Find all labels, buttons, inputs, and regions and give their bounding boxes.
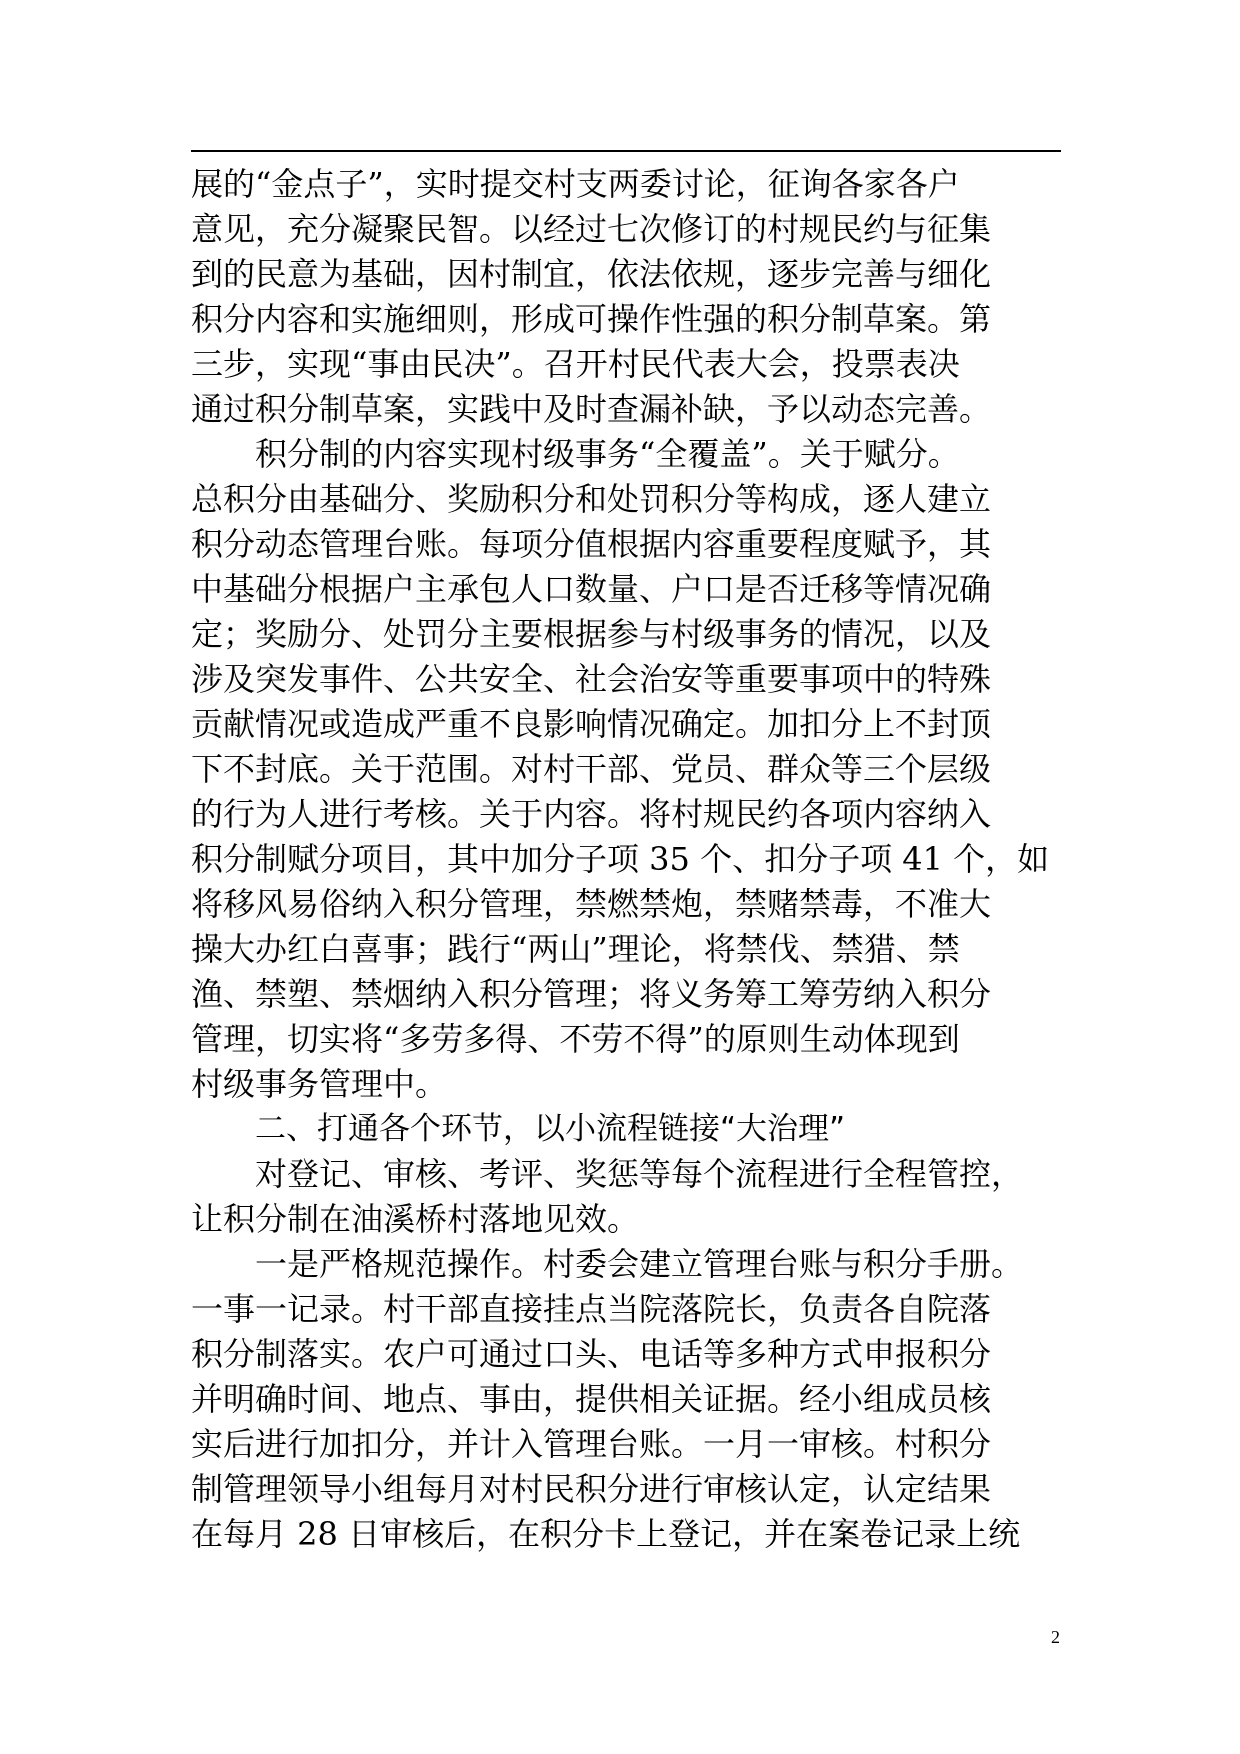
text-line: 中基础分根据户主承包人口数量、户口是否迁移等情况确: [191, 570, 992, 608]
paragraph-first-line: 积分制的内容实现村级事务“全覆盖”。关于赋分。: [255, 435, 960, 473]
text-line: 积分动态管理台账。每项分值根据内容重要程度赋予，其: [191, 525, 992, 563]
text-line: 到的民意为基础，因村制宜，依法依规，逐步完善与细化: [191, 255, 992, 293]
text-line: 展的“金点子”，实时提交村支两委讨论，征询各家各户: [191, 165, 960, 203]
text-line: 并明确时间、地点、事由，提供相关证据。经小组成员核: [191, 1380, 992, 1418]
text-line: 定；奖励分、处罚分主要根据参与村级事务的情况，以及: [191, 615, 992, 653]
text-line: 一事一记录。村干部直接挂点当院落院长，负责各自院落: [191, 1290, 992, 1328]
section-heading: 二、打通各个环节，以小流程链接“大治理”: [255, 1111, 846, 1147]
text-line: 将移风易俗纳入积分管理，禁燃禁炮，禁赌禁毒，不准大: [191, 885, 992, 923]
text-line: 三步，实现“事由民决”。召开村民代表大会，投票表决: [191, 345, 960, 383]
body-text: [191, 162, 1061, 1557]
text-line: 贡献情况或造成严重不良影响情况确定。加扣分上不封顶: [191, 705, 992, 743]
text-line: 积分制落实。农户可通过口头、电话等多种方式申报积分: [191, 1335, 992, 1373]
text-line: 积分内容和实施细则，形成可操作性强的积分制草案。第: [191, 300, 992, 338]
text-line: 总积分由基础分、奖励积分和处罚积分等构成，逐人建立: [191, 480, 992, 518]
text-line: 制管理领导小组每月对村民积分进行审核认定，认定结果: [191, 1470, 992, 1508]
text-line: 渔、禁塑、禁烟纳入积分管理；将义务筹工筹劳纳入积分: [191, 975, 992, 1013]
text-line: 实后进行加扣分，并计入管理台账。一月一审核。村积分: [191, 1425, 992, 1463]
text-line: 让积分制在油溪桥村落地见效。: [191, 1200, 640, 1238]
text-line: 意见，充分凝聚民智。以经过七次修订的村规民约与征集: [191, 210, 992, 248]
text-line: 下不封底。关于范围。对村干部、党员、群众等三个层级: [191, 750, 992, 788]
text-line: 积分制赋分项目，其中加分子项 35 个、扣分子项 41 个，如: [191, 840, 1050, 878]
header-rule: [191, 150, 1061, 152]
paragraph-first-line: 对登记、审核、考评、奖惩等每个流程进行全程管控，: [255, 1155, 1024, 1193]
text-line: 通过积分制草案，实践中及时查漏补缺，予以动态完善。: [191, 390, 992, 428]
text-line: 在每月 28 日审核后，在积分卡上登记，并在案卷记录上统: [191, 1515, 1021, 1553]
paragraph-first-line: 一是严格规范操作。村委会建立管理台账与积分手册。: [255, 1245, 1024, 1283]
page-number: 2: [1051, 1627, 1060, 1647]
text-line: 管理，切实将“多劳多得、不劳不得”的原则生动体现到: [191, 1020, 960, 1058]
text-line: 村级事务管理中。: [191, 1065, 448, 1103]
text-line: 操大办红白喜事；践行“两山”理论，将禁伐、禁猎、禁: [191, 930, 960, 968]
text-line: 的行为人进行考核。关于内容。将村规民约各项内容纳入: [191, 795, 992, 833]
text-line: 涉及突发事件、公共安全、社会治安等重要事项中的特殊: [191, 660, 992, 698]
